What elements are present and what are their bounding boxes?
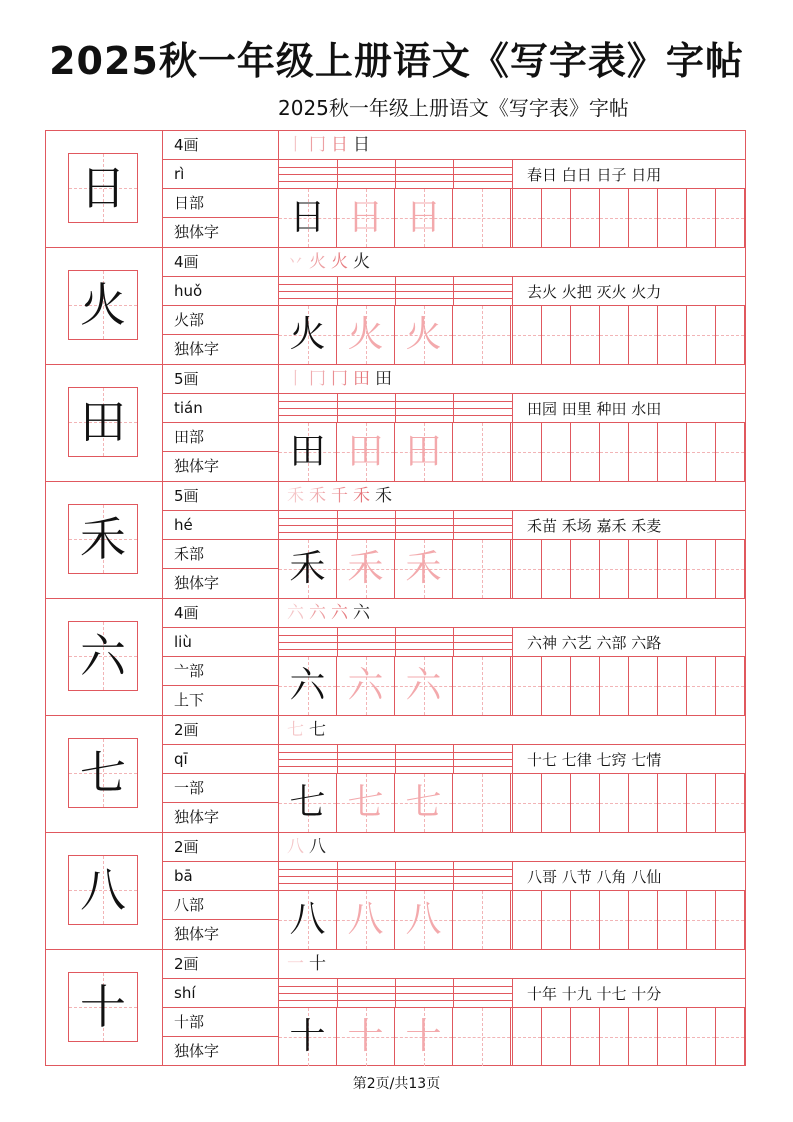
pinyin-lines — [279, 745, 512, 774]
word-square[interactable] — [571, 423, 600, 481]
stroke-step: 六 — [309, 603, 326, 623]
page-subtitle: 2025秋一年级上册语文《写字表》字帖 — [278, 96, 629, 120]
char-info — [163, 833, 279, 949]
radical-label: 八部 — [163, 891, 278, 920]
word-square[interactable] — [571, 774, 600, 832]
radical-label: 亠部 — [163, 657, 278, 686]
word-square[interactable] — [542, 891, 571, 949]
word-square[interactable] — [571, 891, 600, 949]
word-square[interactable] — [658, 540, 687, 598]
writing-square[interactable] — [395, 423, 453, 481]
character-row — [46, 950, 745, 1067]
trace-character: 火 — [405, 314, 442, 355]
example-words: 去火 火把 灭火 火力 — [512, 277, 745, 306]
word-square[interactable] — [658, 306, 687, 364]
model-character: 七 — [289, 782, 326, 823]
writing-square[interactable] — [395, 1008, 453, 1066]
stroke-step: 日 — [331, 135, 348, 155]
word-practice-grid — [512, 540, 745, 598]
word-square[interactable] — [658, 189, 687, 247]
char-info — [163, 365, 279, 481]
word-square[interactable] — [687, 306, 716, 364]
pinyin-label: huǒ — [163, 277, 278, 306]
main-character: 禾 — [80, 512, 126, 566]
stroke-step: 十 — [309, 954, 326, 974]
word-square[interactable] — [542, 306, 571, 364]
word-square[interactable] — [716, 774, 745, 832]
char-info — [163, 248, 279, 364]
example-words: 八哥 八节 八角 八仙 — [512, 862, 745, 891]
word-square[interactable] — [571, 189, 600, 247]
main-character: 八 — [80, 863, 126, 917]
word-practice-grid — [512, 306, 745, 364]
character-row — [46, 248, 745, 365]
trace-character: 日 — [405, 197, 442, 238]
stroke-step: 冂 — [331, 369, 348, 389]
writing-grid — [279, 306, 512, 364]
writing-square[interactable] — [453, 774, 511, 832]
main-char-cell — [46, 599, 163, 715]
word-square[interactable] — [571, 657, 600, 715]
word-square[interactable] — [687, 891, 716, 949]
writing-square[interactable] — [337, 306, 395, 364]
character-row — [46, 833, 745, 950]
structure-label: 独体字 — [174, 340, 220, 358]
word-square[interactable] — [687, 189, 716, 247]
trace-character: 七 — [405, 782, 442, 823]
stroke-step: 千 — [331, 486, 348, 506]
main-char-cell — [46, 365, 163, 481]
stroke-step: 丨 — [287, 135, 304, 155]
word-practice-grid — [512, 189, 745, 247]
main-char-box — [68, 855, 138, 925]
stroke-step: 八 — [287, 837, 304, 857]
writing-square[interactable] — [453, 306, 511, 364]
stroke-order — [279, 482, 745, 511]
character-row — [46, 365, 745, 482]
writing-square[interactable] — [337, 540, 395, 598]
example-words: 六神 六艺 六部 六路 — [512, 628, 745, 657]
word-square[interactable] — [629, 306, 658, 364]
stroke-step: 火 — [353, 252, 370, 272]
word-square[interactable] — [629, 891, 658, 949]
writing-square[interactable] — [279, 891, 337, 949]
word-square[interactable] — [542, 774, 571, 832]
main-char-cell — [46, 248, 163, 364]
writing-grid — [279, 189, 512, 247]
example-words: 禾苗 禾场 嘉禾 禾麦 — [512, 511, 745, 540]
writing-square[interactable] — [279, 189, 337, 247]
model-character: 八 — [289, 899, 326, 940]
trace-character: 八 — [405, 899, 442, 940]
word-square[interactable] — [542, 1008, 571, 1066]
trace-character: 日 — [347, 197, 384, 238]
stroke-step: 六 — [287, 603, 304, 623]
trace-character: 禾 — [405, 548, 442, 589]
pinyin-lines — [279, 277, 512, 306]
word-practice-grid — [512, 774, 745, 832]
main-char-box — [68, 387, 138, 457]
word-square[interactable] — [600, 891, 629, 949]
word-square[interactable] — [687, 774, 716, 832]
stroke-step: 八 — [309, 837, 326, 857]
word-square[interactable] — [542, 189, 571, 247]
radical-label: 一部 — [163, 774, 278, 803]
trace-character: 火 — [347, 314, 384, 355]
word-square[interactable] — [513, 1008, 542, 1066]
writing-square[interactable] — [453, 657, 511, 715]
pinyin-lines — [279, 511, 512, 540]
stroke-step: 禾 — [353, 486, 370, 506]
word-square[interactable] — [542, 423, 571, 481]
writing-square[interactable] — [279, 774, 337, 832]
stroke-step: 丷 — [287, 252, 304, 272]
pinyin-lines — [279, 160, 512, 189]
word-square[interactable] — [629, 657, 658, 715]
radical-label: 田部 — [163, 423, 278, 452]
stroke-count: 2画 — [163, 833, 278, 862]
stroke-step: 日 — [353, 135, 370, 155]
stroke-order — [279, 950, 745, 979]
writing-square[interactable] — [453, 1008, 511, 1066]
word-square[interactable] — [513, 774, 542, 832]
writing-square[interactable] — [337, 657, 395, 715]
main-char-box — [68, 972, 138, 1042]
writing-square[interactable] — [279, 540, 337, 598]
word-square[interactable] — [513, 891, 542, 949]
writing-square[interactable] — [453, 423, 511, 481]
writing-square[interactable] — [279, 423, 337, 481]
stroke-count: 5画 — [163, 365, 278, 394]
page-title: 2025秋一年级上册语文《写字表》字帖 — [49, 39, 744, 83]
writing-grid — [279, 1008, 512, 1066]
stroke-count: 2画 — [163, 716, 278, 745]
pinyin-label: rì — [163, 160, 278, 189]
structure-label: 独体字 — [174, 574, 220, 592]
word-square[interactable] — [600, 774, 629, 832]
main-char-box — [68, 153, 138, 223]
main-character: 六 — [80, 629, 126, 683]
pinyin-label: tián — [163, 394, 278, 423]
stroke-step: 火 — [309, 252, 326, 272]
stroke-order — [279, 716, 745, 745]
model-character: 十 — [289, 1016, 326, 1057]
word-square[interactable] — [571, 306, 600, 364]
main-character: 田 — [80, 395, 126, 449]
example-words: 田园 田里 种田 水田 — [512, 394, 745, 423]
writing-grid — [279, 657, 512, 715]
word-square[interactable] — [687, 657, 716, 715]
char-info — [163, 482, 279, 598]
word-square[interactable] — [600, 657, 629, 715]
stroke-step: 六 — [353, 603, 370, 623]
structure-label: 独体字 — [174, 457, 220, 475]
stroke-order — [279, 248, 745, 277]
main-char-cell — [46, 482, 163, 598]
structure-label: 独体字 — [174, 1042, 220, 1060]
example-words: 十七 七律 七窍 七情 — [512, 745, 745, 774]
writing-square[interactable] — [453, 189, 511, 247]
word-square[interactable] — [687, 1008, 716, 1066]
structure-label: 独体字 — [174, 223, 220, 241]
radical-label: 日部 — [163, 189, 278, 218]
writing-square[interactable] — [279, 657, 337, 715]
word-square[interactable] — [687, 423, 716, 481]
word-square[interactable] — [629, 1008, 658, 1066]
main-char-cell — [46, 716, 163, 832]
stroke-step: 禾 — [309, 486, 326, 506]
stroke-order — [279, 131, 745, 160]
writing-square[interactable] — [337, 1008, 395, 1066]
writing-square[interactable] — [453, 540, 511, 598]
writing-square[interactable] — [395, 774, 453, 832]
word-square[interactable] — [600, 423, 629, 481]
word-practice-grid — [512, 891, 745, 949]
word-square[interactable] — [629, 189, 658, 247]
writing-grid — [279, 423, 512, 481]
character-row — [46, 482, 745, 599]
stroke-count: 4画 — [163, 599, 278, 628]
word-square[interactable] — [513, 657, 542, 715]
word-square[interactable] — [716, 540, 745, 598]
pinyin-label: hé — [163, 511, 278, 540]
char-info — [163, 950, 279, 1066]
word-square[interactable] — [658, 423, 687, 481]
writing-square[interactable] — [279, 1008, 337, 1066]
model-character: 田 — [289, 431, 326, 472]
writing-square[interactable] — [337, 423, 395, 481]
trace-character: 七 — [347, 782, 384, 823]
stroke-step: 禾 — [375, 486, 392, 506]
stroke-count: 5画 — [163, 482, 278, 511]
stroke-step: 丨 — [287, 369, 304, 389]
stroke-step: 冂 — [309, 369, 326, 389]
trace-character: 六 — [405, 665, 442, 706]
pinyin-label: shí — [163, 979, 278, 1008]
stroke-count: 4画 — [163, 248, 278, 277]
word-square[interactable] — [629, 540, 658, 598]
writing-square[interactable] — [395, 306, 453, 364]
trace-character: 十 — [347, 1016, 384, 1057]
writing-square[interactable] — [337, 891, 395, 949]
pinyin-label: bā — [163, 862, 278, 891]
practice-sheet — [45, 130, 746, 1066]
word-square[interactable] — [513, 306, 542, 364]
structure-label: 独体字 — [174, 808, 220, 826]
radical-label: 禾部 — [163, 540, 278, 569]
main-char-cell — [46, 131, 163, 247]
stroke-step: 火 — [331, 252, 348, 272]
char-info — [163, 131, 279, 247]
char-info — [163, 716, 279, 832]
word-square[interactable] — [716, 891, 745, 949]
main-character: 十 — [80, 980, 126, 1034]
model-character: 火 — [289, 314, 326, 355]
stroke-order — [279, 365, 745, 394]
model-character: 日 — [289, 197, 326, 238]
word-square[interactable] — [658, 891, 687, 949]
trace-character: 禾 — [347, 548, 384, 589]
pinyin-label: qī — [163, 745, 278, 774]
stroke-count: 2画 — [163, 950, 278, 979]
word-practice-grid — [512, 1008, 745, 1066]
example-words: 春日 白日 日子 日用 — [512, 160, 745, 189]
trace-character: 田 — [405, 431, 442, 472]
stroke-order — [279, 599, 745, 628]
main-char-box — [68, 738, 138, 808]
character-row — [46, 131, 745, 248]
word-square[interactable] — [658, 774, 687, 832]
word-square[interactable] — [542, 657, 571, 715]
word-square[interactable] — [629, 423, 658, 481]
writing-square[interactable] — [279, 306, 337, 364]
stroke-order — [279, 833, 745, 862]
writing-square[interactable] — [395, 540, 453, 598]
word-practice-grid — [512, 423, 745, 481]
model-character: 六 — [289, 665, 326, 706]
radical-label: 十部 — [163, 1008, 278, 1037]
character-row — [46, 716, 745, 833]
word-square[interactable] — [571, 1008, 600, 1066]
word-square[interactable] — [716, 189, 745, 247]
word-square[interactable] — [716, 306, 745, 364]
main-char-cell — [46, 833, 163, 949]
pinyin-lines — [279, 628, 512, 657]
word-square[interactable] — [716, 657, 745, 715]
structure-label: 独体字 — [174, 925, 220, 943]
writing-grid — [279, 540, 512, 598]
model-character: 禾 — [289, 548, 326, 589]
pinyin-lines — [279, 394, 512, 423]
word-square[interactable] — [600, 540, 629, 598]
writing-square[interactable] — [395, 189, 453, 247]
stroke-step: 田 — [353, 369, 370, 389]
stroke-step: 一 — [287, 954, 304, 974]
stroke-step: 田 — [375, 369, 392, 389]
word-square[interactable] — [600, 306, 629, 364]
writing-square[interactable] — [337, 189, 395, 247]
writing-grid — [279, 774, 512, 832]
stroke-step: 冂 — [309, 135, 326, 155]
stroke-count: 4画 — [163, 131, 278, 160]
word-square[interactable] — [600, 189, 629, 247]
word-square[interactable] — [658, 1008, 687, 1066]
word-square[interactable] — [571, 540, 600, 598]
writing-square[interactable] — [395, 657, 453, 715]
writing-grid — [279, 891, 512, 949]
main-character: 火 — [80, 278, 126, 332]
structure-label: 上下 — [174, 691, 205, 709]
main-char-cell — [46, 950, 163, 1066]
stroke-step: 六 — [331, 603, 348, 623]
word-square[interactable] — [513, 423, 542, 481]
trace-character: 田 — [347, 431, 384, 472]
main-char-box — [68, 270, 138, 340]
stroke-step: 七 — [309, 720, 326, 740]
pinyin-lines — [279, 862, 512, 891]
main-char-box — [68, 621, 138, 691]
word-square[interactable] — [513, 540, 542, 598]
stroke-step: 禾 — [287, 486, 304, 506]
char-info — [163, 599, 279, 715]
main-character: 七 — [80, 746, 126, 800]
trace-character: 八 — [347, 899, 384, 940]
character-row — [46, 599, 745, 716]
word-square[interactable] — [658, 657, 687, 715]
writing-square[interactable] — [453, 891, 511, 949]
pinyin-lines — [279, 979, 512, 1008]
main-character: 日 — [80, 161, 126, 215]
word-square[interactable] — [600, 1008, 629, 1066]
radical-label: 火部 — [163, 306, 278, 335]
page-number: 第2页/共13页 — [352, 1076, 441, 1092]
word-practice-grid — [512, 657, 745, 715]
writing-square[interactable] — [337, 774, 395, 832]
writing-square[interactable] — [395, 891, 453, 949]
word-square[interactable] — [716, 423, 745, 481]
trace-character: 十 — [405, 1016, 442, 1057]
pinyin-label: liù — [163, 628, 278, 657]
word-square[interactable] — [513, 189, 542, 247]
word-square[interactable] — [542, 540, 571, 598]
word-square[interactable] — [687, 540, 716, 598]
trace-character: 六 — [347, 665, 384, 706]
stroke-step: 七 — [287, 720, 304, 740]
example-words: 十年 十九 十七 十分 — [512, 979, 745, 1008]
main-char-box — [68, 504, 138, 574]
word-square[interactable] — [629, 774, 658, 832]
word-square[interactable] — [716, 1008, 745, 1066]
